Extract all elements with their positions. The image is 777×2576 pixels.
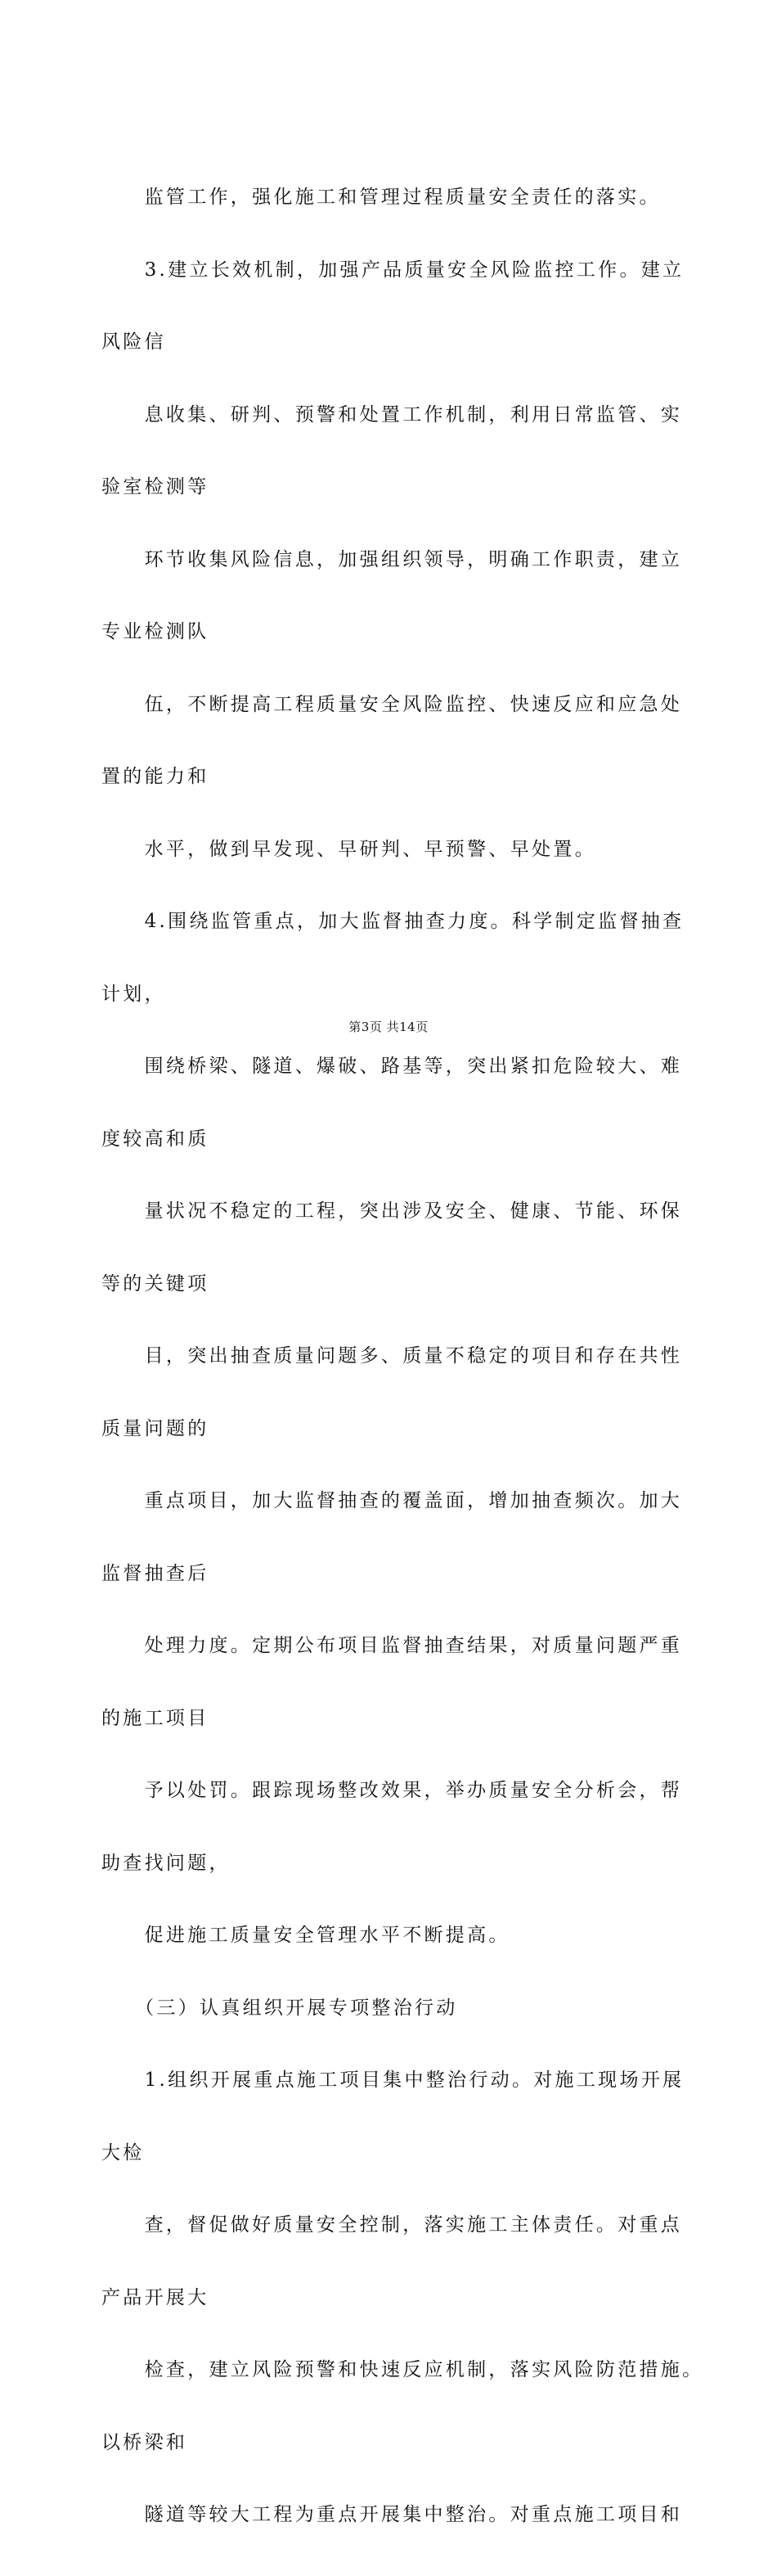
text-line: 目，突出抽查质量问题多、质量不稳定的项目和存在共性 [101,1345,683,1367]
text-line: 置的能力和 [101,766,209,787]
text-line: 以桥梁和 [101,2431,188,2453]
text-line: 监管工作，强化施工和管理过程质量安全责任的落实。 [101,187,661,208]
text-line: 大检 [101,2141,145,2164]
text-line: 环节收集风险信息，加强组织领导，明确工作职责，建立 [101,548,683,570]
body-text [101,137,704,2576]
page-footer [0,1018,777,1035]
text-line: 查，督促做好质量安全控制，落实施工主体责任。对重点 [101,2214,683,2236]
text-line: 促进施工质量安全管理水平不断提高。 [101,1925,510,1946]
text-line: 产品开展大 [101,2286,209,2308]
text-line: 的施工项目 [101,1707,209,1729]
text-line: 检查，建立风险预警和快速反应机制，落实风险防范措施。 [101,2359,704,2380]
text-line: 3.建立长效机制，加强产品质量安全风险监控工作。建立 [101,259,685,281]
page-number: 第3页 共14页 [348,1020,429,1034]
text-line: 计划， [101,983,166,1005]
text-line: 等的关键项 [101,1272,209,1295]
text-line: 伍，不断提高工程质量安全风险监控、快速反应和应急处 [101,693,683,715]
text-line: 处理力度。定期公布项目监督抽查结果，对质量问题严重 [101,1635,683,1656]
document-body [101,137,704,2576]
text-line: 隧道等较大工程为重点开展集中整治。对重点施工项目和 [101,2504,683,2525]
text-line: 4.围绕监管重点，加大监督抽查力度。科学制定监督抽查 [101,911,685,932]
section-heading: （三）认真组织开展专项整治行动 [101,1997,458,2019]
text-line: 监督抽查后 [101,1562,209,1584]
text-line: 质量问题的 [101,1417,209,1439]
text-line: 水平，做到早发现、早研判、早预警、早处置。 [101,838,596,860]
text-line: 予以处罚。跟踪现场整改效果，举办质量安全分析会，帮 [101,1780,683,1801]
text-line: 助查找问题， [101,1852,231,1874]
text-line: 专业检测队 [101,621,209,642]
text-line: 息收集、研判、预警和处置工作机制，利用日常监管、实 [101,403,683,426]
text-line: 1.组织开展重点施工项目集中整治行动。对施工现场开展 [101,2069,685,2091]
text-line: 风险信 [101,331,166,353]
text-line: 量状况不稳定的工程，突出涉及安全、健康、节能、环保 [101,1200,683,1222]
text-line: 度较高和质 [101,1128,209,1150]
text-line: 重点项目，加大监督抽查的覆盖面，增加抽查频次。加大 [101,1490,683,1511]
text-line: 围绕桥梁、隧道、爆破、路基等，突出紧扣危险较大、难 [101,1056,683,1077]
text-line: 验室检测等 [101,476,209,498]
